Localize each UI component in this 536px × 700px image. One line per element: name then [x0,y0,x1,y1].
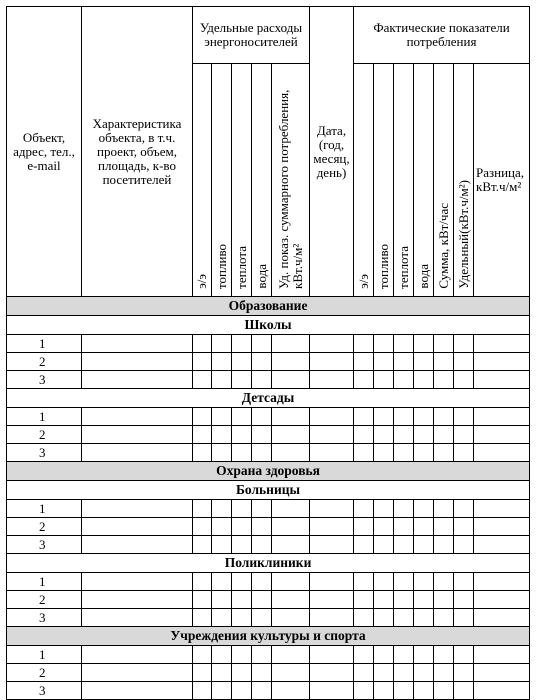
row-number[interactable]: 2 [7,518,82,536]
table-cell[interactable] [474,573,530,591]
table-cell[interactable] [232,426,252,444]
table-cell[interactable] [374,518,394,536]
table-cell[interactable] [252,682,272,700]
table-cell[interactable] [193,518,212,536]
table-cell[interactable] [82,682,193,700]
table-cell[interactable] [82,518,193,536]
table-cell[interactable] [474,353,530,371]
table-cell[interactable] [82,444,193,462]
table-cell[interactable] [394,609,414,627]
col-specific-fuel: топливо [212,64,232,297]
table-cell[interactable] [212,591,232,609]
table-cell[interactable] [394,518,414,536]
table-cell[interactable] [434,426,454,444]
table-cell[interactable] [474,646,530,664]
table-cell[interactable] [354,500,374,518]
table-cell[interactable] [434,444,454,462]
table-cell[interactable] [252,536,272,554]
table-cell[interactable] [310,646,354,664]
table-cell[interactable] [374,536,394,554]
table-cell[interactable] [434,591,454,609]
table-row [7,646,530,664]
table-cell[interactable] [310,591,354,609]
table-row [7,335,530,353]
table-cell[interactable] [272,335,310,353]
table-cell[interactable] [272,682,310,700]
table-cell[interactable] [252,573,272,591]
table-cell[interactable] [232,573,252,591]
table-cell[interactable] [354,408,374,426]
table-cell[interactable] [310,682,354,700]
table-cell[interactable] [310,500,354,518]
col-actual-specific: Удельный(кВт.ч/м²) [454,64,474,297]
table-cell[interactable] [474,408,530,426]
table-cell[interactable] [82,536,193,554]
table-row [7,536,530,554]
table-row [7,353,530,371]
table-cell[interactable] [272,536,310,554]
table-cell[interactable] [193,335,212,353]
table-cell[interactable] [272,664,310,682]
section-row [7,627,530,646]
row-number[interactable]: 2 [7,426,82,444]
table-cell[interactable] [374,353,394,371]
table-cell[interactable] [193,371,212,389]
col-actual-water: вода [414,64,434,297]
table-cell[interactable] [374,408,394,426]
table-cell[interactable] [394,536,414,554]
section-row [7,462,530,481]
table-cell[interactable] [232,500,252,518]
table-cell[interactable] [414,353,434,371]
table-cell[interactable] [454,573,474,591]
table-cell[interactable] [354,609,374,627]
table-cell[interactable] [354,664,374,682]
table-cell[interactable] [310,335,354,353]
row-number[interactable]: 2 [7,353,82,371]
row-number[interactable]: 3 [7,444,82,462]
table-cell[interactable] [232,371,252,389]
table-cell[interactable] [82,353,193,371]
table-cell[interactable] [414,573,434,591]
table-cell[interactable] [232,646,252,664]
table-cell[interactable] [434,682,454,700]
table-cell[interactable] [82,573,193,591]
section-title: Охрана здоровья [7,462,530,481]
table-cell[interactable] [454,536,474,554]
table-cell[interactable] [454,408,474,426]
table-cell[interactable] [252,609,272,627]
table-cell[interactable] [474,371,530,389]
table-row [7,500,530,518]
table-cell[interactable] [193,682,212,700]
table-cell[interactable] [310,518,354,536]
table-cell[interactable] [310,573,354,591]
table-cell[interactable] [394,335,414,353]
table-cell[interactable] [454,682,474,700]
section-title: Учреждения культуры и спорта [7,627,530,646]
table-cell[interactable] [454,444,474,462]
table-cell[interactable] [374,444,394,462]
row-number[interactable]: 1 [7,500,82,518]
header-specific-group: Удельные расходы энергоносителей [193,7,310,64]
subsection-title: Больницы [7,481,530,500]
col-specific-electricity: э/э [193,64,212,297]
table-cell[interactable] [193,536,212,554]
header-object: Объект, адрес, тел., e-mail [7,7,82,297]
table-cell[interactable] [434,609,454,627]
col-actual-heat: теплота [394,64,414,297]
table-cell[interactable] [434,573,454,591]
table-cell[interactable] [232,609,252,627]
table-cell[interactable] [474,664,530,682]
table-cell[interactable] [232,353,252,371]
table-cell[interactable] [82,591,193,609]
table-row [7,518,530,536]
table-cell[interactable] [212,664,232,682]
table-cell[interactable] [252,646,272,664]
table-cell[interactable] [454,353,474,371]
table-cell[interactable] [193,500,212,518]
table-cell[interactable] [232,682,252,700]
table-cell[interactable] [212,518,232,536]
subsection-title: Поликлиники [7,554,530,573]
table-cell[interactable] [212,444,232,462]
table-cell[interactable] [252,335,272,353]
table-cell[interactable] [454,518,474,536]
table-row [7,591,530,609]
table-cell[interactable] [212,500,232,518]
table-cell[interactable] [193,426,212,444]
table-cell[interactable] [414,682,434,700]
table-cell[interactable] [193,664,212,682]
table-cell[interactable] [272,426,310,444]
table-cell[interactable] [232,444,252,462]
table-cell[interactable] [272,573,310,591]
table-cell[interactable] [310,609,354,627]
table-cell[interactable] [82,500,193,518]
table-cell[interactable] [394,426,414,444]
table-cell[interactable] [394,646,414,664]
table-cell[interactable] [474,444,530,462]
table-cell[interactable] [272,646,310,664]
table-cell[interactable] [310,371,354,389]
table-cell[interactable] [454,335,474,353]
table-cell[interactable] [310,353,354,371]
table-cell[interactable] [272,408,310,426]
table-cell[interactable] [414,444,434,462]
table-cell[interactable] [394,500,414,518]
col-actual-fuel: топливо [374,64,394,297]
table-cell[interactable] [414,371,434,389]
table-cell[interactable] [394,444,414,462]
col-specific-water: вода [252,64,272,297]
section-row [7,297,530,316]
table-cell[interactable] [212,371,232,389]
table-cell[interactable] [310,444,354,462]
table-cell[interactable] [252,591,272,609]
table-cell[interactable] [474,591,530,609]
table-cell[interactable] [310,408,354,426]
table-cell[interactable] [454,609,474,627]
table-cell[interactable] [82,646,193,664]
table-cell[interactable] [434,353,454,371]
table-cell[interactable] [474,500,530,518]
table-cell[interactable] [414,500,434,518]
subsection-row [7,316,530,335]
table-cell[interactable] [232,536,252,554]
table-cell[interactable] [434,536,454,554]
table-cell[interactable] [454,500,474,518]
table-cell[interactable] [82,426,193,444]
table-cell[interactable] [310,664,354,682]
table-cell[interactable] [272,500,310,518]
table-cell[interactable] [212,335,232,353]
table-cell[interactable] [310,426,354,444]
table-cell[interactable] [354,536,374,554]
table-cell[interactable] [252,371,272,389]
table-cell[interactable] [212,646,232,664]
row-number[interactable]: 1 [7,573,82,591]
table-cell[interactable] [434,664,454,682]
table-row [7,664,530,682]
table-cell[interactable] [272,518,310,536]
header-characteristic: Характеристика объекта, в т.ч. проект, объем, площадь, к-во посетителей [82,7,193,297]
table-cell[interactable] [394,591,414,609]
row-number[interactable]: 1 [7,646,82,664]
table-cell[interactable] [232,408,252,426]
table-cell[interactable] [414,664,434,682]
table-cell[interactable] [434,646,454,664]
section-title: Образование [7,297,530,316]
table-cell[interactable] [474,426,530,444]
table-cell[interactable] [272,591,310,609]
table-cell[interactable] [394,664,414,682]
table-cell[interactable] [414,426,434,444]
table-cell[interactable] [212,353,232,371]
subsection-title: Школы [7,316,530,335]
table-cell[interactable] [354,518,374,536]
col-actual-electricity: э/э [354,64,374,297]
table-cell[interactable] [354,573,374,591]
table-cell[interactable] [374,664,394,682]
table-cell[interactable] [374,335,394,353]
table-cell[interactable] [474,682,530,700]
table-cell[interactable] [434,408,454,426]
table-cell[interactable] [414,646,434,664]
table-row [7,682,530,700]
col-specific-total: Уд. показ. суммарного потребления, кВт.ч/м² [272,64,310,297]
header-date: Дата, (год, месяц, день) [310,7,354,297]
subsection-title: Детсады [7,389,530,408]
table-cell[interactable] [374,609,394,627]
row-number[interactable]: 3 [7,371,82,389]
table-cell[interactable] [252,664,272,682]
table-cell[interactable] [252,444,272,462]
table-cell[interactable] [212,682,232,700]
table-cell[interactable] [82,371,193,389]
table-cell[interactable] [454,371,474,389]
col-difference: Разница, кВт.ч/м² [474,64,530,297]
table-cell[interactable] [414,591,434,609]
table-cell[interactable] [414,536,434,554]
table-cell[interactable] [374,573,394,591]
row-number[interactable]: 2 [7,664,82,682]
table-cell[interactable] [354,682,374,700]
table-row [7,444,530,462]
table-cell[interactable] [354,371,374,389]
table-cell[interactable] [414,518,434,536]
table-cell[interactable] [354,646,374,664]
table-cell[interactable] [374,500,394,518]
table-cell[interactable] [272,444,310,462]
header-actual-group: Фактические показатели потребления [354,7,530,64]
table-cell[interactable] [82,609,193,627]
table-cell[interactable] [454,426,474,444]
table-cell[interactable] [414,609,434,627]
table-row [7,426,530,444]
table-cell[interactable] [374,591,394,609]
table-cell[interactable] [354,591,374,609]
table-cell[interactable] [394,353,414,371]
table-cell[interactable] [414,408,434,426]
table-cell[interactable] [454,591,474,609]
table-cell[interactable] [193,408,212,426]
table-cell[interactable] [252,353,272,371]
table-cell[interactable] [82,408,193,426]
table-cell[interactable] [474,335,530,353]
table-cell[interactable] [272,353,310,371]
table-cell[interactable] [212,536,232,554]
row-number[interactable]: 1 [7,408,82,426]
table-cell[interactable] [272,371,310,389]
table-cell[interactable] [193,609,212,627]
table-cell[interactable] [252,426,272,444]
col-actual-sum: Сумма, кВт/час [434,64,454,297]
table-cell[interactable] [374,682,394,700]
table-row [7,408,530,426]
table-cell[interactable] [354,353,374,371]
table-cell[interactable] [212,609,232,627]
table-cell[interactable] [474,518,530,536]
row-number[interactable]: 3 [7,536,82,554]
table-cell[interactable] [252,408,272,426]
table-cell[interactable] [212,408,232,426]
table-cell[interactable] [394,682,414,700]
table-cell[interactable] [212,573,232,591]
table-cell[interactable] [232,335,252,353]
row-number[interactable]: 3 [7,682,82,700]
subsection-row [7,481,530,500]
row-number[interactable]: 3 [7,609,82,627]
table-cell[interactable] [252,500,272,518]
table-row [7,371,530,389]
table-row [7,573,530,591]
table-cell[interactable] [394,573,414,591]
row-number[interactable]: 2 [7,591,82,609]
col-specific-heat: теплота [232,64,252,297]
table-cell[interactable] [474,609,530,627]
table-cell[interactable] [193,591,212,609]
table-cell[interactable] [434,371,454,389]
subsection-row [7,389,530,408]
table-cell[interactable] [434,518,454,536]
row-number[interactable]: 1 [7,335,82,353]
table-cell[interactable] [354,426,374,444]
table-cell[interactable] [374,426,394,444]
table-cell[interactable] [232,518,252,536]
table-body [7,297,530,700]
table-cell[interactable] [374,371,394,389]
table-cell[interactable] [394,371,414,389]
table-cell[interactable] [310,536,354,554]
table-cell[interactable] [232,664,252,682]
table-cell[interactable] [434,335,454,353]
table-cell[interactable] [434,500,454,518]
table-cell[interactable] [394,408,414,426]
table-cell[interactable] [374,646,394,664]
table-cell[interactable] [232,591,252,609]
subsection-row [7,554,530,573]
table-cell[interactable] [82,335,193,353]
table-cell[interactable] [474,536,530,554]
table-cell[interactable] [82,664,193,682]
table-cell[interactable] [193,646,212,664]
table-row [7,609,530,627]
table-cell[interactable] [414,335,434,353]
table-cell[interactable] [272,609,310,627]
table-cell[interactable] [193,573,212,591]
table-cell[interactable] [454,664,474,682]
table-cell[interactable] [454,646,474,664]
table-cell[interactable] [193,353,212,371]
table-cell[interactable] [354,444,374,462]
table-cell[interactable] [354,335,374,353]
table-cell[interactable] [193,444,212,462]
table-cell[interactable] [252,518,272,536]
table-cell[interactable] [212,426,232,444]
energy-consumption-table [6,6,530,700]
